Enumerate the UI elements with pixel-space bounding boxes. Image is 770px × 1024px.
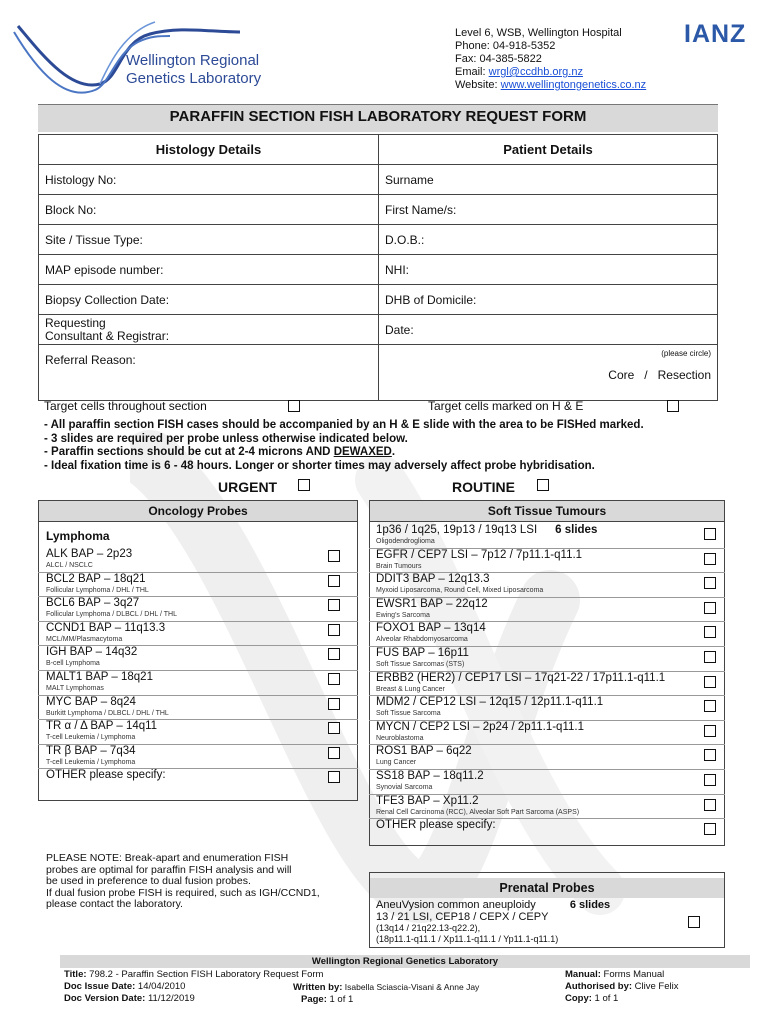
lab-logo — [10, 12, 290, 94]
form-title: PARAFFIN SECTION FISH LABORATORY REQUEST FORM — [169, 108, 587, 125]
probe-checkbox[interactable] — [328, 698, 340, 710]
probe-name: OTHER please specify: — [46, 769, 166, 782]
oncology-probe-row — [46, 622, 351, 646]
address: Level 6, WSB, Wellington Hospital — [455, 27, 622, 39]
probe-line — [376, 573, 721, 586]
soft-tissue-probe-row — [376, 573, 721, 597]
probe-name: 1p36 / 1q25, 19p13 / 19q13 LSI — [376, 524, 538, 536]
probe-indication: Oligodendroglioma — [376, 538, 435, 545]
footer-left: Title: 798.2 - Paraffin Section FISH Laboratory Request Form Doc Issue Date: 14/04/2010 Doc Version Date: 11/12/2019 — [64, 969, 324, 1004]
probe-checkbox[interactable] — [328, 624, 340, 636]
probe-name: TR β BAP – 7q34 — [46, 744, 136, 757]
probe-checkbox[interactable] — [704, 799, 716, 811]
field-histology-no[interactable]: Histology No: — [39, 165, 379, 195]
probe-line — [376, 672, 721, 685]
patient-header: Patient Details — [379, 135, 718, 165]
oncology-probe-row — [46, 646, 351, 670]
probe-name: MYCN / CEP2 LSI – 2p24 / 2p11.1-q11.1 — [376, 720, 584, 733]
probe-checkbox[interactable] — [328, 599, 340, 611]
probe-checkbox[interactable] — [704, 700, 716, 712]
contact-block — [455, 27, 646, 92]
logo-line1: Wellington Regional — [126, 52, 260, 69]
probe-name: TFE3 BAP – Xp11.2 — [376, 794, 479, 807]
probe-indication: Alveolar Rhabdomyosarcoma — [376, 636, 468, 644]
field-site-tissue[interactable]: Site / Tissue Type: — [39, 225, 379, 255]
probe-indication: Brain Tumours — [376, 562, 422, 570]
probe-indication: Soft Tissue Sarcomas (STS) — [376, 661, 465, 668]
field-map-episode[interactable]: MAP episode number: — [39, 255, 379, 285]
probe-name: EGFR / CEP7 LSI – 7p12 / 7p11.1-q11.1 — [376, 548, 583, 561]
ianz-logo: IANZ — [684, 20, 747, 48]
probe-checkbox[interactable] — [704, 602, 716, 614]
probe-indication: Synovial Sarcoma — [376, 784, 433, 791]
probe-checkbox[interactable] — [704, 676, 716, 688]
probe-name: MYC BAP – 8q24 — [46, 695, 136, 708]
probe-indication: Neuroblastoma — [376, 734, 424, 742]
oncology-probe-row — [46, 573, 351, 597]
probe-line — [376, 721, 721, 734]
probe-checkbox[interactable] — [704, 553, 716, 565]
probe-line — [376, 770, 721, 783]
probe-name: CCND1 BAP – 11q13.3 — [46, 621, 166, 634]
oncology-probe-row — [46, 696, 351, 720]
probe-checkbox[interactable] — [704, 626, 716, 638]
probe-line — [376, 696, 721, 709]
soft-tissue-probe-row — [376, 622, 721, 646]
lymphoma-section: Lymphoma — [46, 529, 110, 543]
probe-name: TR α / Δ BAP – 14q11 — [46, 720, 158, 733]
logo-line2: Genetics Laboratory — [126, 70, 262, 87]
probe-indication: Renal Cell Carcinoma (RCC), Alveolar Soft Part Sarcoma (ASPS) — [376, 808, 580, 816]
probe-checkbox[interactable] — [328, 771, 340, 783]
probe-name: MALT1 BAP – 18q21 — [46, 671, 153, 683]
field-dhb[interactable]: DHB of Domicile: — [379, 285, 718, 315]
phone: Phone: 04-918-5352 — [455, 40, 556, 52]
probe-checkbox[interactable] — [704, 651, 716, 663]
please-note: PLEASE NOTE: Break-apart and enumeration FISH probes are optimal for paraffin FISH analysis and will be used in preference to dual fusion probes. If dual fusion probe FISH is required, such as IGH/CCND1, please contact the laboratory. — [46, 852, 320, 910]
probe-line — [376, 524, 721, 537]
probe-checkbox[interactable] — [704, 528, 716, 540]
probe-checkbox[interactable] — [704, 774, 716, 786]
probe-indication: Burkitt Lymphoma / DLBCL / DHL / THL — [46, 709, 169, 717]
soft-tissue-probe-row — [376, 721, 721, 745]
probe-name: EWSR1 BAP – 22q12 — [376, 597, 488, 610]
probe-name: ALK BAP – 2p23 — [46, 548, 133, 560]
oncology-probe-row — [46, 720, 351, 744]
field-biopsy-date[interactable]: Biopsy Collection Date: — [39, 285, 379, 315]
footer-middle: Written by: Isabella Sciascia-Visani & Anne Jay Page: 1 of 1 — [293, 982, 480, 1005]
probe-name: OTHER please specify: — [376, 819, 496, 832]
probe-name: MDM2 / CEP12 LSI – 12q15 / 12p11.1-q11.1 — [376, 696, 604, 709]
probe-name: FOXO1 BAP – 13q14 — [376, 622, 486, 635]
soft-tissue-probe-row — [376, 524, 721, 548]
target-marked-label: Target cells marked on H & E — [428, 399, 584, 413]
oncology-header: Oncology Probes — [39, 501, 357, 521]
probe-checkbox[interactable] — [328, 648, 340, 660]
field-surname[interactable]: Surname — [379, 165, 718, 195]
field-date[interactable]: Date: — [379, 315, 718, 345]
probe-checkbox[interactable] — [704, 577, 716, 589]
probe-line — [376, 622, 721, 635]
prenatal-checkbox[interactable] — [688, 916, 700, 928]
soft-tissue-probe-row — [376, 549, 721, 573]
probe-name: FUS BAP – 16p11 — [376, 647, 469, 659]
probe-line — [376, 819, 721, 832]
soft-tissue-probe-row — [376, 770, 721, 794]
website-label: Website: — [455, 79, 501, 91]
probe-name: BCL6 BAP – 3q27 — [46, 597, 140, 610]
probe-indication: T-cell Leukemia / Lymphoma — [46, 734, 136, 742]
field-requesting-consultant[interactable]: Requesting Consultant & Registrar: — [39, 315, 379, 345]
fax: Fax: 04-385-5822 — [455, 53, 542, 65]
website-link[interactable]: www.wellingtongenetics.co.nz — [500, 79, 647, 91]
probe-indication: Follicular Lymphoma / DHL / THL — [46, 586, 149, 594]
probe-slides: 6 slides — [555, 524, 598, 536]
instructions: - All paraffin section FISH cases should be accompanied by an H & E slide with the area to be FISHed marked. - 3 slides are required per probe unless otherwise indicated below. - Paraffin sections should be cut at 2-4 microns AND DEWAXED. - Ideal fixation time is 6 - 48 hours. Longer or shorter times may adversely affect probe hybridisation. — [44, 419, 644, 472]
soft-tissue-probe-row — [376, 647, 721, 671]
soft-tissue-probe-row — [376, 819, 721, 843]
probe-line — [376, 745, 721, 758]
details-table — [38, 134, 718, 401]
probe-indication: Soft Tissue Sarcoma — [376, 710, 441, 718]
field-nhi[interactable]: NHI: — [379, 255, 718, 285]
probe-checkbox[interactable] — [328, 722, 340, 734]
soft-tissue-probe-row — [376, 795, 721, 819]
urgent-label: URGENT — [218, 479, 278, 495]
email-link[interactable]: wrgl@ccdhb.org.nz — [488, 66, 583, 78]
core-resection[interactable]: Core / Resection — [608, 368, 711, 382]
oncology-probe-row — [46, 548, 351, 572]
probe-indication: Breast & Lung Cancer — [376, 685, 445, 693]
probe-checkbox[interactable] — [328, 747, 340, 759]
probe-checkbox[interactable] — [704, 749, 716, 761]
soft-tissue-probe-row — [376, 672, 721, 696]
email-label: Email: — [455, 66, 489, 78]
probe-checkbox[interactable] — [328, 550, 340, 562]
please-circle: (please circle) — [661, 349, 711, 358]
footer-right: Manual: Forms Manual Authorised by: Clive Felix Copy: 1 of 1 — [565, 969, 679, 1004]
probe-line — [376, 795, 721, 808]
probe-checkbox[interactable] — [704, 823, 716, 835]
probe-name: ROS1 BAP – 6q22 — [376, 745, 472, 758]
soft-tissue-probe-row — [376, 696, 721, 720]
target-throughout-checkbox[interactable] — [288, 400, 300, 412]
probe-indication: MALT Lymphomas — [46, 685, 104, 692]
soft-tissue-header: Soft Tissue Tumours — [370, 501, 724, 521]
probe-name: BCL2 BAP – 18q21 — [46, 572, 146, 585]
target-throughout-label: Target cells throughout section — [44, 399, 207, 413]
probe-indication: ALCL / NSCLC — [46, 562, 93, 569]
oncology-probe-row — [46, 769, 351, 793]
oncology-probe-row — [46, 671, 351, 695]
probe-checkbox[interactable] — [704, 725, 716, 737]
probe-checkbox[interactable] — [328, 673, 340, 685]
field-block-no[interactable]: Block No: — [39, 195, 379, 225]
field-referral-reason[interactable]: Referral Reason: — [39, 345, 379, 401]
field-dob[interactable]: D.O.B.: — [379, 225, 718, 255]
probe-checkbox[interactable] — [328, 575, 340, 587]
core-resection-cell — [379, 345, 718, 401]
soft-tissue-probe-row — [376, 745, 721, 769]
oncology-probe-row — [46, 597, 351, 621]
oncology-probe-row — [46, 745, 351, 769]
probe-indication: Lung Cancer — [376, 759, 417, 767]
probe-name: ERBB2 (HER2) / CEP17 LSI – 17q21-22 / 17p11.1-q11.1 — [376, 671, 666, 684]
prenatal-probe: AneuVysion common aneuploidy 6 slides 13 / 21 LSI, CEP18 / CEPX / CEPY (13q14 / 21q22.13-q22.2), (18p11.1-q11.1 / Xp11.1-q11.1 / Yp11.1-q11.1) — [376, 899, 611, 944]
routine-label: ROUTINE — [452, 479, 515, 495]
probe-name: IGH BAP – 14q32 — [46, 646, 138, 659]
probe-name: DDIT3 BAP – 12q13.3 — [376, 573, 490, 586]
histology-header: Histology Details — [39, 135, 379, 165]
probe-indication: MCL/MM/Plasmacytoma — [46, 635, 123, 643]
soft-tissue-probe-row — [376, 598, 721, 622]
probe-line — [376, 647, 721, 660]
probe-indication: T-cell Leukemia / Lymphoma — [46, 758, 136, 766]
footer-lab: Wellington Regional Genetics Laboratory — [311, 956, 499, 967]
probe-name: SS18 BAP – 18q11.2 — [376, 770, 484, 782]
target-marked-checkbox[interactable] — [667, 400, 679, 412]
urgent-checkbox[interactable] — [298, 479, 310, 491]
probe-indication: B-cell Lymphoma — [46, 660, 100, 668]
probe-line — [376, 549, 721, 562]
routine-checkbox[interactable] — [537, 479, 549, 491]
probe-indication: Ewing's Sarcoma — [376, 611, 430, 619]
field-first-name[interactable]: First Name/s: — [379, 195, 718, 225]
probe-indication: Follicular Lymphoma / DLBCL / DHL / THL — [46, 611, 177, 619]
probe-line — [376, 598, 721, 611]
prenatal-header: Prenatal Probes — [370, 878, 724, 898]
probe-indication: Myxoid Liposarcoma, Round Cell, Mixed Liposarcoma — [376, 587, 544, 595]
